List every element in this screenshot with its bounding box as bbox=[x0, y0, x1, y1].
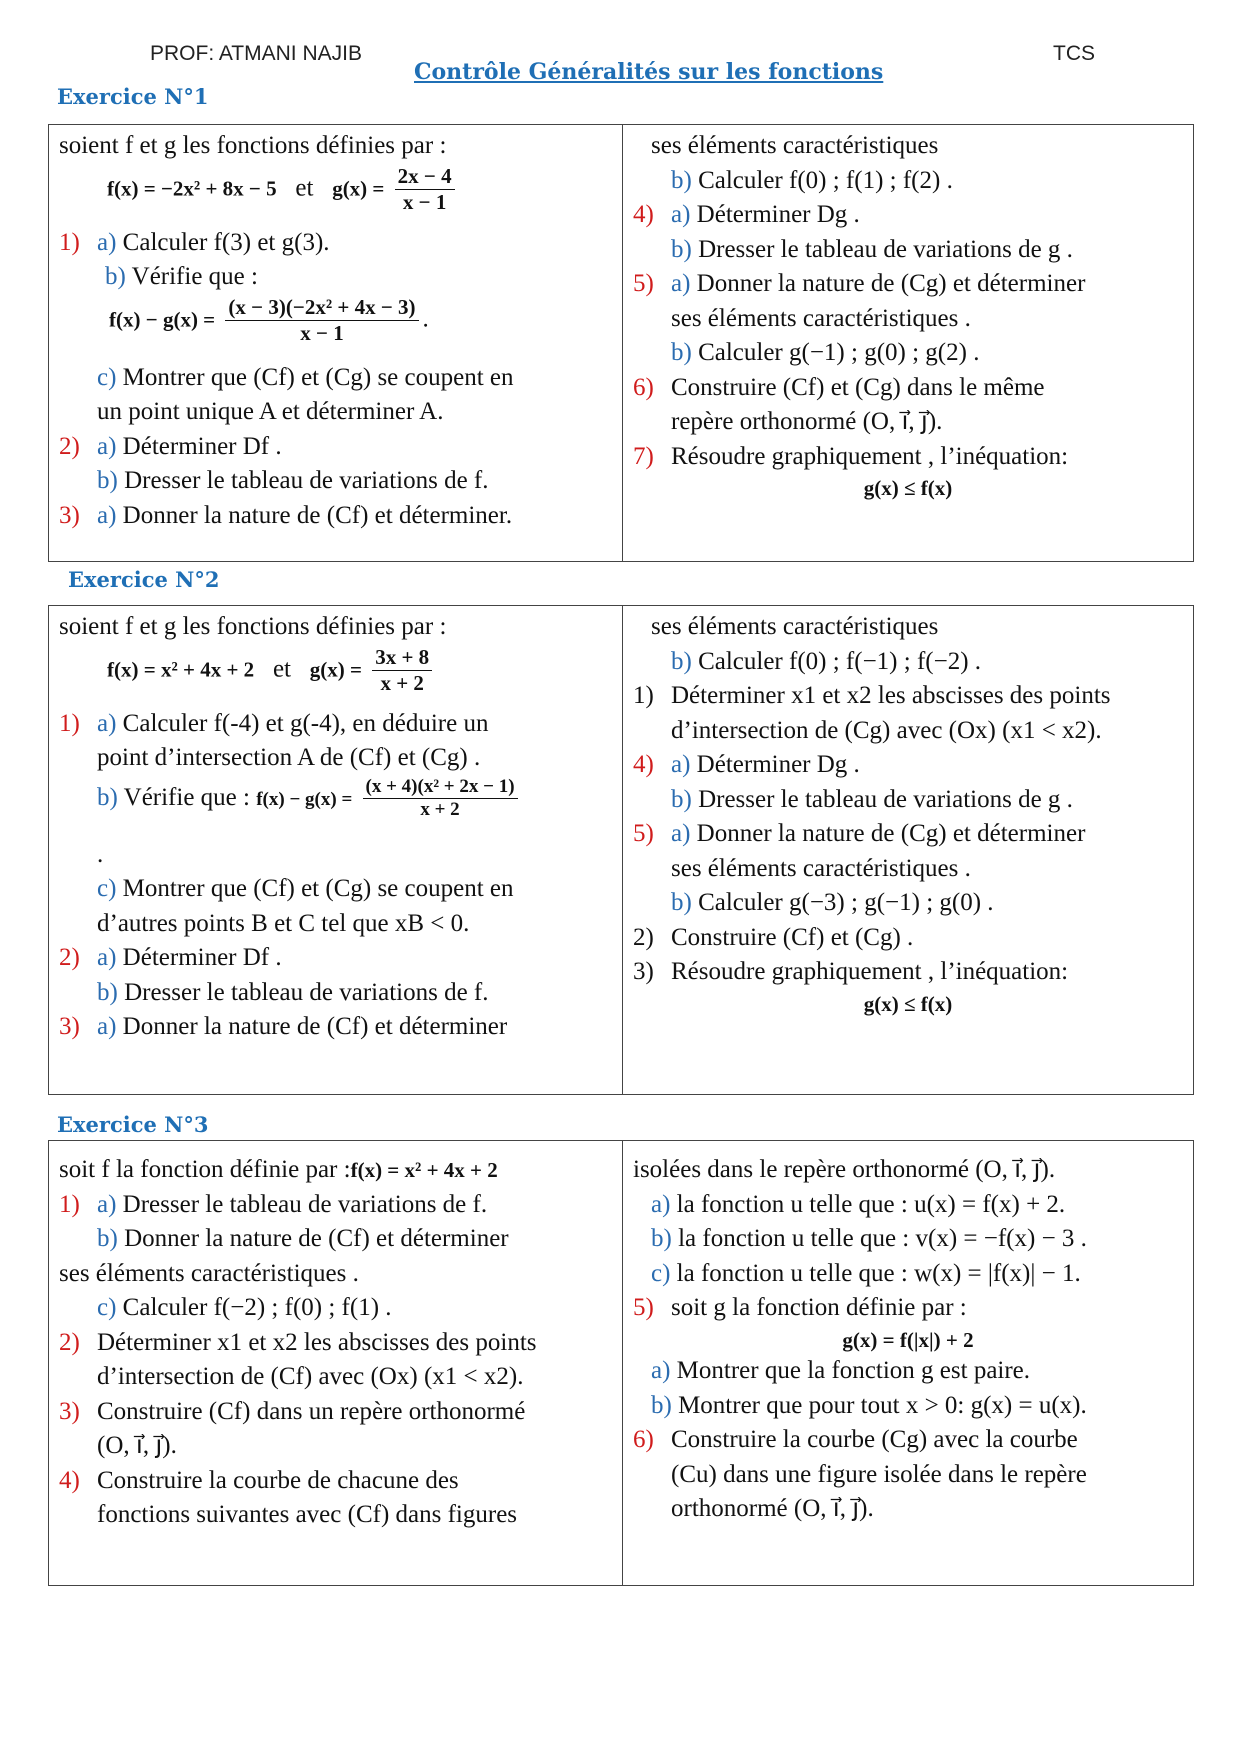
inequation: g(x) ≤ f(x) bbox=[863, 991, 953, 1016]
g-fraction: $\frac{2x - 4}{x - 1}$ bbox=[395, 164, 455, 215]
definition-line: f(x) = x² + 4x + 2 et g(x) = $\frac{3x + 8}{x + 2}$ bbox=[59, 645, 612, 707]
exercise-3-left-column: soit f la fonction définie par :f(x) = x² + 4x + 2 1) a) Dresser le tableau de variations de f. b) Donner la nature de (Cf) et déterminer ses éléments caractéristiques . c) Calculer f(−2) ; f(0) ; f(1) . 2) Déterminer x1 et x2 les abscisses des points d’intersection de (Cf) avec (Ox) (x1 < x2). 3) Construire (Cf) dans un repère orthonormé (O, i⃗, j⃗). 4) Construire la courbe de chacune des fonctions suivantes avec (Cf) dans figures bbox=[49, 1141, 623, 1586]
g-definition: g(x) = f(|x|) + 2 bbox=[842, 1327, 974, 1352]
exercise-1-right-column: ses éléments caractéristiques b) Calculer f(0) ; f(1) ; f(2) . 4) a) Déterminer Dg . b) Dresser le tableau de variations de g . 5) a) Donner la nature de (Cg) et déterminer ses éléments caractéristiques . b) Calculer g(−1) ; g(0) ; g(2) . 6) Construire (Cf) et (Cg) dans le même repère orthonormé (O, i⃗, j⃗). 7) Résoudre graphiquement , l’inéquation: g(x) ≤ f(x) bbox=[623, 125, 1194, 562]
exercise-2-right-column: ses éléments caractéristiques b) Calculer f(0) ; f(−1) ; f(−2) . 1) Déterminer x1 et x2 les abscisses des points d’intersection de (Cg) avec (Ox) (x1 < x2). 4) a) Déterminer Dg . b) Dresser le tableau de variations de g . 5) a) Donner la nature de (Cg) et déterminer ses éléments caractéristiques . b) Calculer g(−3) ; g(−1) ; g(0) . 2) Construire (Cf) et (Cg) . 3) Résoudre graphiquement , l’inéquation: g(x) ≤ f(x) bbox=[623, 606, 1194, 1095]
exercise-1-left-column: soient f et g les fonctions définies par : f(x) = −2x² + 8x − 5 et g(x) = $\frac{2x - 4}{x - 1}$ 1) a) Calculer f(3) et g(3). b) Vérifie que : f(x) − g(x) = $\frac{\text{(x − 3)(−2x² + 4x − 3)}}{x - 1}$ . c) Montrer que (Cf) et (Cg) se coupent en un point unique A et déterminer A. 2) a) Déterminer Df . b) Dresser le tableau de variations de f. 3) a) Donner la nature de (Cf) et déterminer. bbox=[49, 125, 623, 562]
identity-line: b) Vérifie que : f(x) − g(x) = $\frac{\text{(x + 4)(x² + 2x − 1)}}{x + 2}$ bbox=[59, 776, 612, 838]
page-title: Contrôle Généralités sur les fonctions bbox=[414, 59, 884, 85]
exercise-3-table bbox=[48, 1140, 1194, 1586]
identity-line: f(x) − g(x) = $\frac{\text{(x − 3)(−2x² + 4x − 3)}}{x - 1}$ . bbox=[109, 294, 429, 345]
exercise-2-heading: Exercice N°2 bbox=[68, 567, 220, 592]
exercise-2-left-column: soient f et g les fonctions définies par : f(x) = x² + 4x + 2 et g(x) = $\frac{3x + 8}{x + 2}$ 1) a) Calculer f(-4) et g(-4), en déduire un point d’intersection A de (Cf) et (Cg) . b) Vérifie que : f(x) − g(x) = $\frac{\text{(x + 4)(x² + 2x − 1)}}{x + 2}$ . c) Montrer que (Cf) et (Cg) se coupent en d’autres points B et C tel que xB < 0. 2) a) Déterminer Df . b) Dresser le tableau de variations de f. 3) a) Donner la nature de (Cf) et déterminer bbox=[49, 606, 623, 1095]
text-line: soient f et g les fonctions définies par : bbox=[59, 132, 447, 159]
inequation: g(x) ≤ f(x) bbox=[863, 476, 953, 500]
identity-fraction: $\frac{\text{(x + 4)(x² + 2x − 1)}}{x + 2}$ bbox=[363, 776, 518, 823]
g-fraction: $\frac{3x + 8}{x + 2}$ bbox=[372, 645, 432, 696]
exercise-2-table bbox=[48, 605, 1194, 1095]
author: PROF: ATMANI NAJIB bbox=[150, 42, 362, 65]
identity-fraction: $\frac{\text{(x − 3)(−2x² + 4x − 3)}}{x - 1}$ bbox=[225, 295, 418, 346]
exercise-1-heading: Exercice N°1 bbox=[57, 84, 209, 109]
level-label: TCS bbox=[1053, 42, 1095, 65]
question-number: 1) bbox=[59, 228, 80, 256]
exercise-3-heading: Exercice N°3 bbox=[57, 1112, 209, 1137]
exercise-3-right-column: isolées dans le repère orthonormé (O, i⃗, j⃗). a) la fonction u telle que : u(x) = f(x) + 2. b) la fonction u telle que : v(x) = −f(x) − 3 . c) la fonction u telle que : w(x) = |f(x)| − 1. 5) soit g la fonction définie par : g(x) = f(|x|) + 2 a) Montrer que la fonction g est paire. b) Montrer que pour tout x > 0: g(x) = u(x). 6) Construire la courbe (Cg) avec la courbe (Cu) dans une figure isolée dans le repère orthonormé (O, i⃗, j⃗). bbox=[623, 1141, 1194, 1586]
exercise-1-table bbox=[48, 124, 1194, 562]
definition-line: f(x) = −2x² + 8x − 5 et g(x) = $\frac{2x - 4}{x - 1}$ bbox=[59, 164, 612, 226]
